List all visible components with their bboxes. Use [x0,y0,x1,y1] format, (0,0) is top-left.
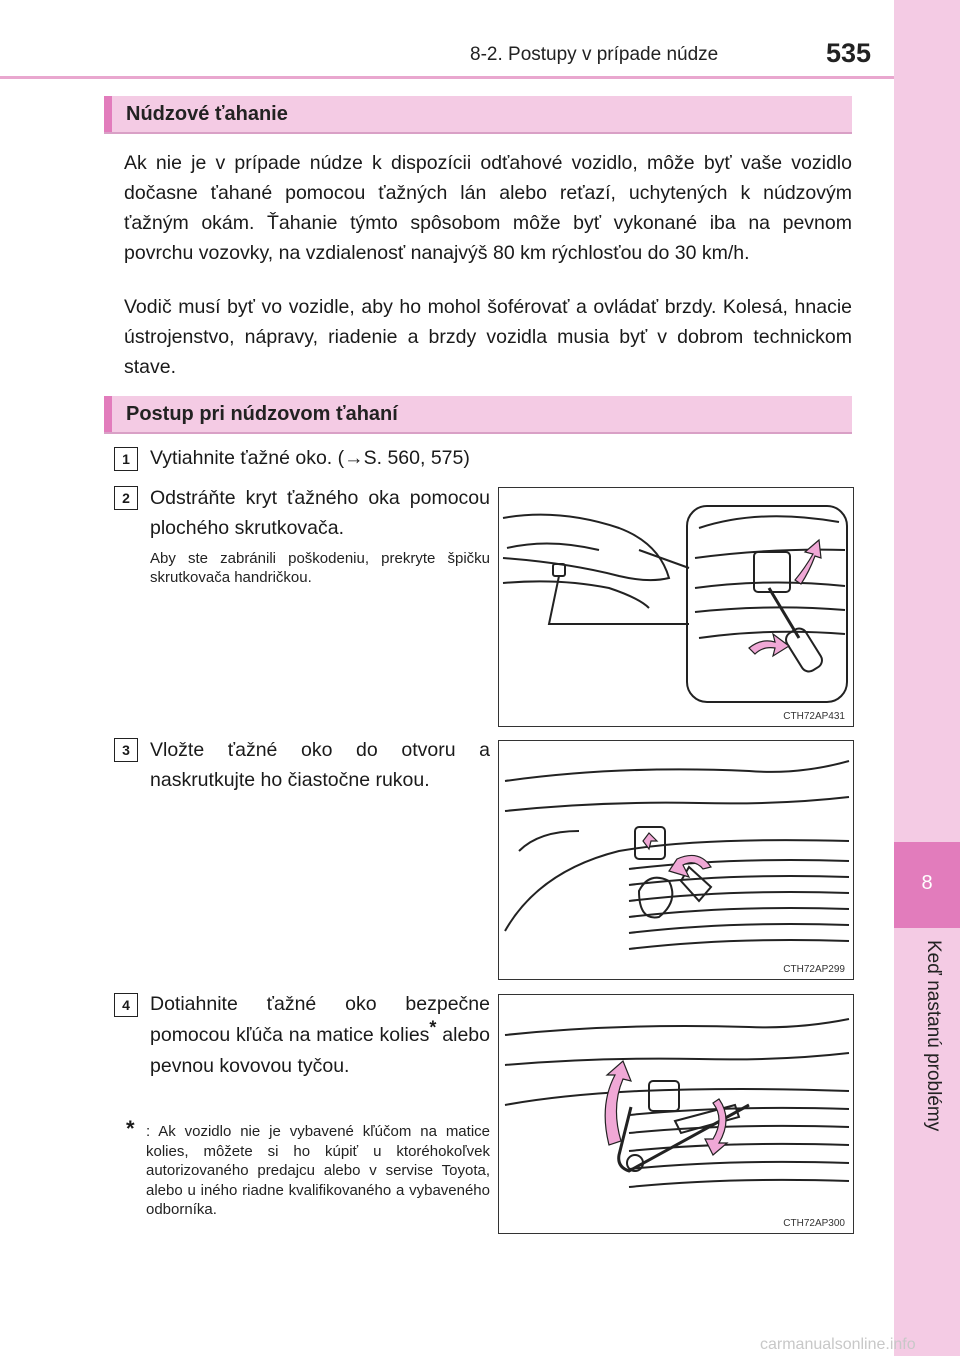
illustration-insert-towing-eye [499,741,853,979]
figure-code: CTH72AP299 [783,964,845,975]
step-1-text: Vytiahnite ťažné oko. (→S. 560, 575) [150,447,470,469]
step-4-text-before: Dotiahnite ťažné oko bezpečne pomocou kľúča na matice kolies [150,993,490,1046]
step-number-2: 2 [114,486,138,510]
step-number-4: 4 [114,993,138,1017]
step-3-text: Vložte ťažné oko do otvoru a naskrutkujte ho čiastočne rukou. [150,739,490,791]
chapter-title: Keď nastanú problémy [923,940,944,1132]
step-2-note: Aby ste zabránili poškodeniu, prekryte špičku skrutkovača handričkou. [150,550,490,586]
section-heading-text: Núdzové ťahanie [126,103,288,125]
step-number-1: 1 [114,447,138,471]
figure-remove-cover [498,487,854,727]
step-4-asterisk: * [429,1017,437,1038]
figure-code: CTH72AP300 [783,1218,845,1229]
step-4-text-after: alebo pevnou kovovou tyčou. [150,1024,490,1077]
figure-insert-eye [498,740,854,980]
footer-watermark: carmanualsonline.info [760,1336,916,1353]
illustration-screwdriver-cover [499,488,853,726]
figure-tighten-eye [498,994,854,1234]
page-number: 535 [826,38,872,68]
section-heading-emergency-towing [104,96,852,134]
section-heading-towing-procedure [104,396,852,434]
footnote-asterisk: * [126,1116,135,1141]
illustration-wrench-tighten [499,995,853,1233]
chapter-number: 8 [921,872,933,894]
footnote-text: : Ak vozidlo nie je vybavené kľúčom na matice kolies, môžete si ho kúpiť u ktoréhokoľvek autorizovaného predajcu alebo v servise Toyota, alebo u iného riadne kvalifikovaného a vybaveného odborníka. [146,1123,490,1218]
step-2-text: Odstráňte kryt ťažného oka pomocou plochého skrutkovača. [150,487,490,539]
towing-intro-paragraph: Ak nie je v prípade núdze k dispozícii odťahové vozidlo, môže byť vaše vozidlo dočasne ťahané pomocou ťažných lán alebo reťazí, uchytených k núdzovým ťažným okám. Ťahanie týmto spôsobom môže byť vykonané iba na pevnom povrchu vozovky, na vzdialenosť nanajvýš 80 km rýchlosťou do 30 km/h. [124,152,852,264]
section-heading-text: Postup pri núdzovom ťahaní [126,403,398,425]
step-4-text [150,989,490,1082]
driver-requirements-paragraph: Vodič musí byť vo vozidle, aby ho mohol šoférovať a ovládať brzdy. Kolesá, hnacie ústrojenstvo, nápravy, riadenie a brzdy vozidla musia byť v dobrom technickom stave. [124,296,852,378]
figure-code: CTH72AP431 [783,711,845,722]
step-number-3: 3 [114,738,138,762]
running-header-section: 8-2. Postupy v prípade núdze [470,44,719,65]
header-divider [0,76,894,79]
